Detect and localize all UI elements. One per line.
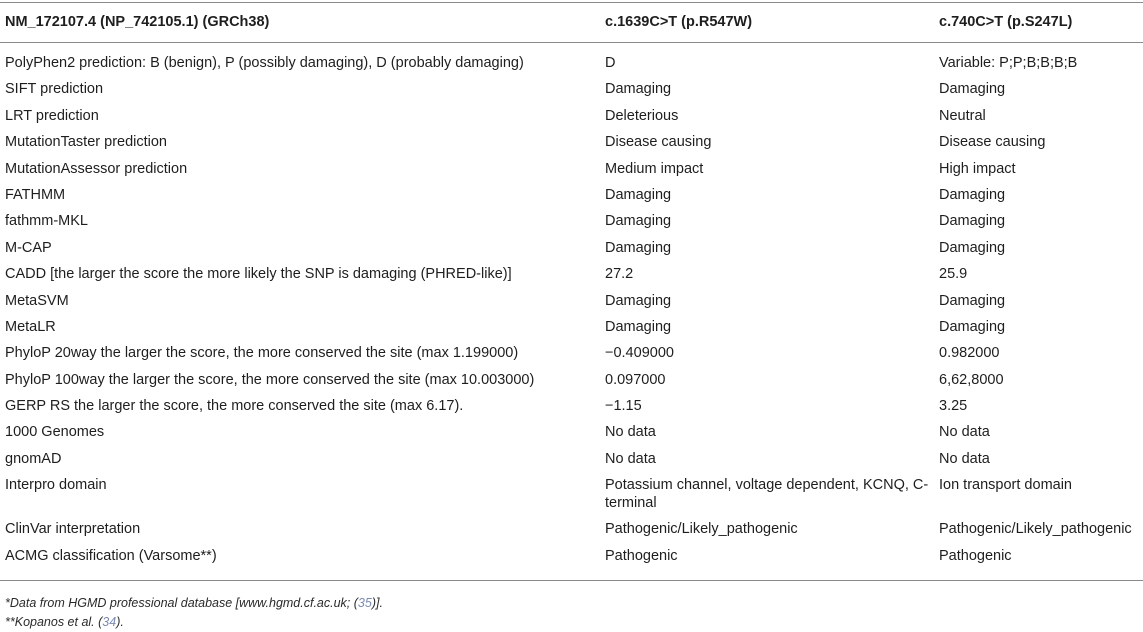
header-variant-r547w: c.1639C>T (p.R547W) — [605, 14, 753, 30]
cell-r547w: Damaging — [605, 292, 672, 309]
footnote-2 — [5, 613, 383, 632]
cell-s247l: Damaging — [939, 239, 1006, 256]
table-row — [0, 239, 1143, 265]
cell-s247l: Damaging — [939, 186, 1006, 203]
cell-r547w: Pathogenic — [605, 547, 678, 564]
cell-r547w: −1.15 — [605, 398, 642, 415]
cell-s247l: 3.25 — [939, 398, 968, 415]
row-label: MutationTaster prediction — [5, 134, 167, 151]
cell-s247l: No data — [939, 450, 990, 467]
cell-s247l: Pathogenic/Likely_pathogenic — [939, 521, 1132, 538]
table-row — [0, 160, 1143, 186]
row-label: gnomAD — [5, 450, 62, 467]
cell-s247l: 6,62,8000 — [939, 371, 1004, 388]
row-label: PhyloP 100way the larger the score, the more conserved the site (max 10.003000) — [5, 371, 535, 388]
footnote-2-end: ). — [116, 615, 124, 629]
row-label: CADD [the larger the score the more likely the SNP is damaging (PHRED-like)] — [5, 266, 512, 283]
row-label: ClinVar interpretation — [5, 521, 141, 538]
cell-s247l: Ion transport domain — [939, 477, 1072, 494]
cell-s247l: Disease causing — [939, 134, 1046, 151]
table-row — [0, 292, 1143, 318]
cell-r547w: Damaging — [605, 318, 672, 335]
footnote-2-ref-link[interactable]: 34 — [102, 615, 117, 629]
header-transcript: NM_172107.4 (NP_742105.1) (GRCh38) — [5, 14, 270, 30]
header-variant-s247l: c.740C>T (p.S247L) — [939, 14, 1073, 30]
table-row — [0, 133, 1143, 159]
footnotes — [5, 594, 383, 632]
table-row — [0, 476, 1143, 520]
cell-r547w: No data — [605, 424, 656, 441]
table-row — [0, 344, 1143, 370]
cell-s247l: Pathogenic — [939, 547, 1012, 564]
table-row — [0, 423, 1143, 449]
cell-r547w: No data — [605, 450, 656, 467]
cell-s247l: Damaging — [939, 318, 1006, 335]
row-label: SIFT prediction — [5, 81, 104, 98]
row-label: FATHMM — [5, 186, 66, 203]
row-label: M-CAP — [5, 239, 52, 256]
row-label: 1000 Genomes — [5, 424, 105, 441]
table-row — [0, 450, 1143, 476]
row-label: LRT prediction — [5, 107, 99, 124]
cell-s247l: 25.9 — [939, 266, 968, 283]
cell-s247l: Damaging — [939, 81, 1006, 98]
bottom-rule — [0, 580, 1143, 581]
row-label: Interpro domain — [5, 477, 107, 494]
cell-r547w: Deleterious — [605, 107, 679, 124]
footnote-1-end: )]. — [371, 596, 383, 610]
table-row — [0, 54, 1143, 80]
cell-s247l: High impact — [939, 160, 1016, 177]
table-row — [0, 371, 1143, 397]
cell-r547w: Medium impact — [605, 160, 704, 177]
cell-r547w: Disease causing — [605, 134, 712, 151]
header-rule — [0, 42, 1143, 43]
row-label: PhyloP 20way the larger the score, the more conserved the site (max 1.199000) — [5, 345, 519, 362]
footnote-1-text: *Data from HGMD professional database [www.hgmd.cf.ac.uk; ( — [5, 596, 358, 610]
cell-s247l: Variable: P;P;B;B;B;B — [939, 55, 1078, 71]
row-label: MetaLR — [5, 318, 56, 335]
table-row — [0, 265, 1143, 291]
cell-r547w: Damaging — [605, 186, 672, 203]
table-row — [0, 186, 1143, 212]
cell-r547w: 27.2 — [605, 266, 634, 283]
cell-r547w: Damaging — [605, 213, 672, 230]
cell-s247l: Neutral — [939, 107, 986, 124]
row-label: GERP RS the larger the score, the more conserved the site (max 6.17). — [5, 398, 464, 415]
table-row — [0, 107, 1143, 133]
table-row — [0, 212, 1143, 238]
table-row — [0, 318, 1143, 344]
row-label: ACMG classification (Varsome**) — [5, 547, 217, 564]
cell-r547w: Potassium channel, voltage dependent, KCNQ, C-terminal — [605, 477, 929, 512]
cell-s247l: 0.982000 — [939, 345, 1000, 362]
row-label: PolyPhen2 prediction: B (benign), P (possibly damaging), D (probably damaging) — [5, 55, 524, 71]
cell-r547w: Damaging — [605, 81, 672, 98]
footnote-1 — [5, 594, 383, 613]
footnote-2-text: **Kopanos et al. ( — [5, 615, 103, 629]
row-label: MetaSVM — [5, 292, 69, 309]
cell-r547w: Damaging — [605, 239, 672, 256]
table-row — [0, 397, 1143, 423]
footnote-1-ref-link[interactable]: 35 — [357, 596, 372, 610]
table-row — [0, 80, 1143, 106]
cell-r547w: Pathogenic/Likely_pathogenic — [605, 521, 798, 538]
row-label: MutationAssessor prediction — [5, 160, 188, 177]
table-row — [0, 520, 1143, 546]
table-row — [0, 547, 1143, 573]
cell-s247l: Damaging — [939, 292, 1006, 309]
cell-s247l: Damaging — [939, 213, 1006, 230]
row-label: fathmm-MKL — [5, 213, 88, 230]
cell-r547w: −0.409000 — [605, 345, 674, 362]
cell-r547w: D — [605, 55, 616, 71]
table-body — [0, 54, 1143, 573]
cell-s247l: No data — [939, 424, 990, 441]
cell-r547w: 0.097000 — [605, 371, 666, 388]
